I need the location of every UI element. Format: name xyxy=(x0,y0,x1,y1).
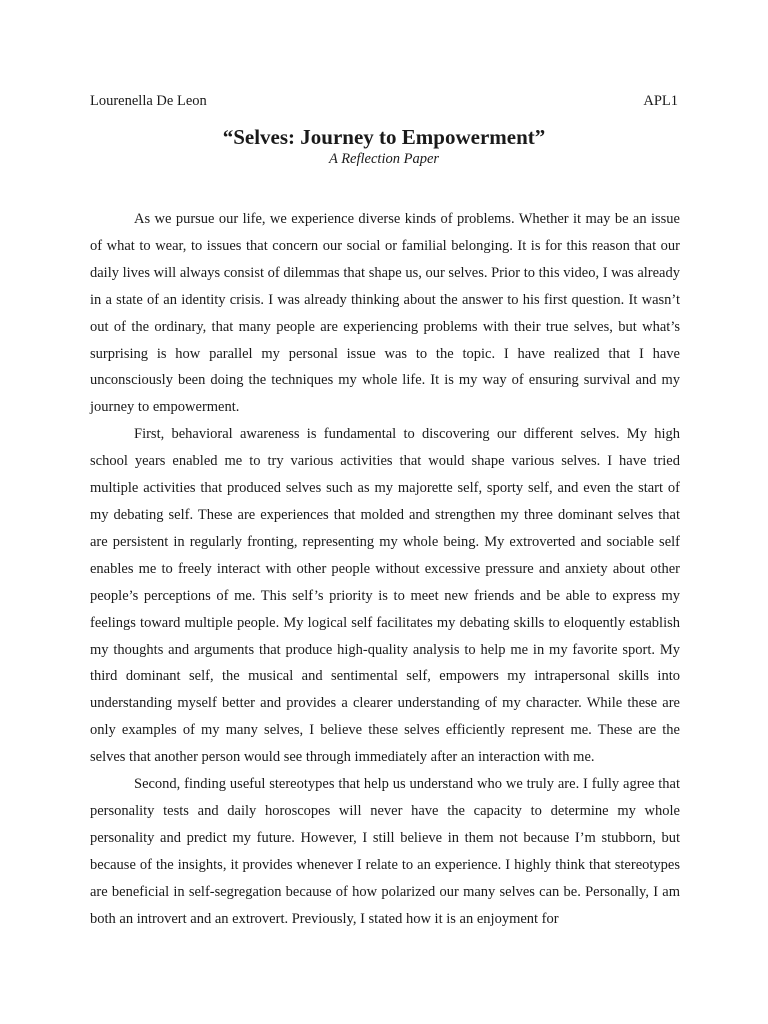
document-subtitle: A Reflection Paper xyxy=(328,151,440,167)
document-body xyxy=(90,206,680,932)
paragraph-2: First, behavioral awareness is fundamental to discovering our different selves. My high school years enabled me to try various activities that would shape various selves. I have tried multiple activities that produced selves such as my majorette self, sporty self, and even the start of my debating self. These are experiences that molded and strengthen my three dominant selves that are persistent in regularly fronting, representing my whole being. My extroverted and sociable self enables me to freely interact with other people without excessive pressure and anxiety about other people’s perceptions of me. This self’s priority is to meet new friends and be able to express my feelings toward multiple people. My logical self facilitates my debating skills to eloquently establish my thoughts and arguments that produce high-quality analysis to help me in my favorite sport. My third dominant self, the musical and sentimental self, empowers my intrapersonal skills into understanding myself better and provides a clearer understanding of my character. While these are only examples of my many selves, I believe these selves efficiently represent me. These are the selves that another person would see through immediately after an interaction with me. xyxy=(90,426,680,766)
course-code: APL1 xyxy=(643,93,678,109)
author-name: Lourenella De Leon xyxy=(90,93,207,109)
paragraph-3: Second, finding useful stereotypes that help us understand who we truly are. I fully agree that personality tests and daily horoscopes will never have the capacity to determine my whole personality and predict my future. However, I still believe in them not because I’m stubborn, but because of the insights, it provides whenever I relate to an experience. I highly think that stereotypes are beneficial in self-segregation because of how polarized our many selves can be. Personally, I am both an introvert and an extrovert. Previously, I stated how it is an enjoyment for xyxy=(90,776,680,927)
document-title: “Selves: Journey to Empowerment” xyxy=(222,125,546,149)
paragraph-1: As we pursue our life, we experience diverse kinds of problems. Whether it may be an issue of what to wear, to issues that concern our social or familial belonging. It is for this reason that our daily lives will always consist of dilemmas that shape us, our selves. Prior to this video, I was already in a state of an identity crisis. I was already thinking about the answer to his first question. It wasn’t out of the ordinary, that many people are experiencing problems with their true selves, but what’s surprising is how parallel my personal issue was to the topic. I have realized that I have unconsciously been doing the techniques my whole life. It is my way of ensuring survival and my journey to empowerment. xyxy=(90,211,680,416)
document-header xyxy=(90,92,678,110)
